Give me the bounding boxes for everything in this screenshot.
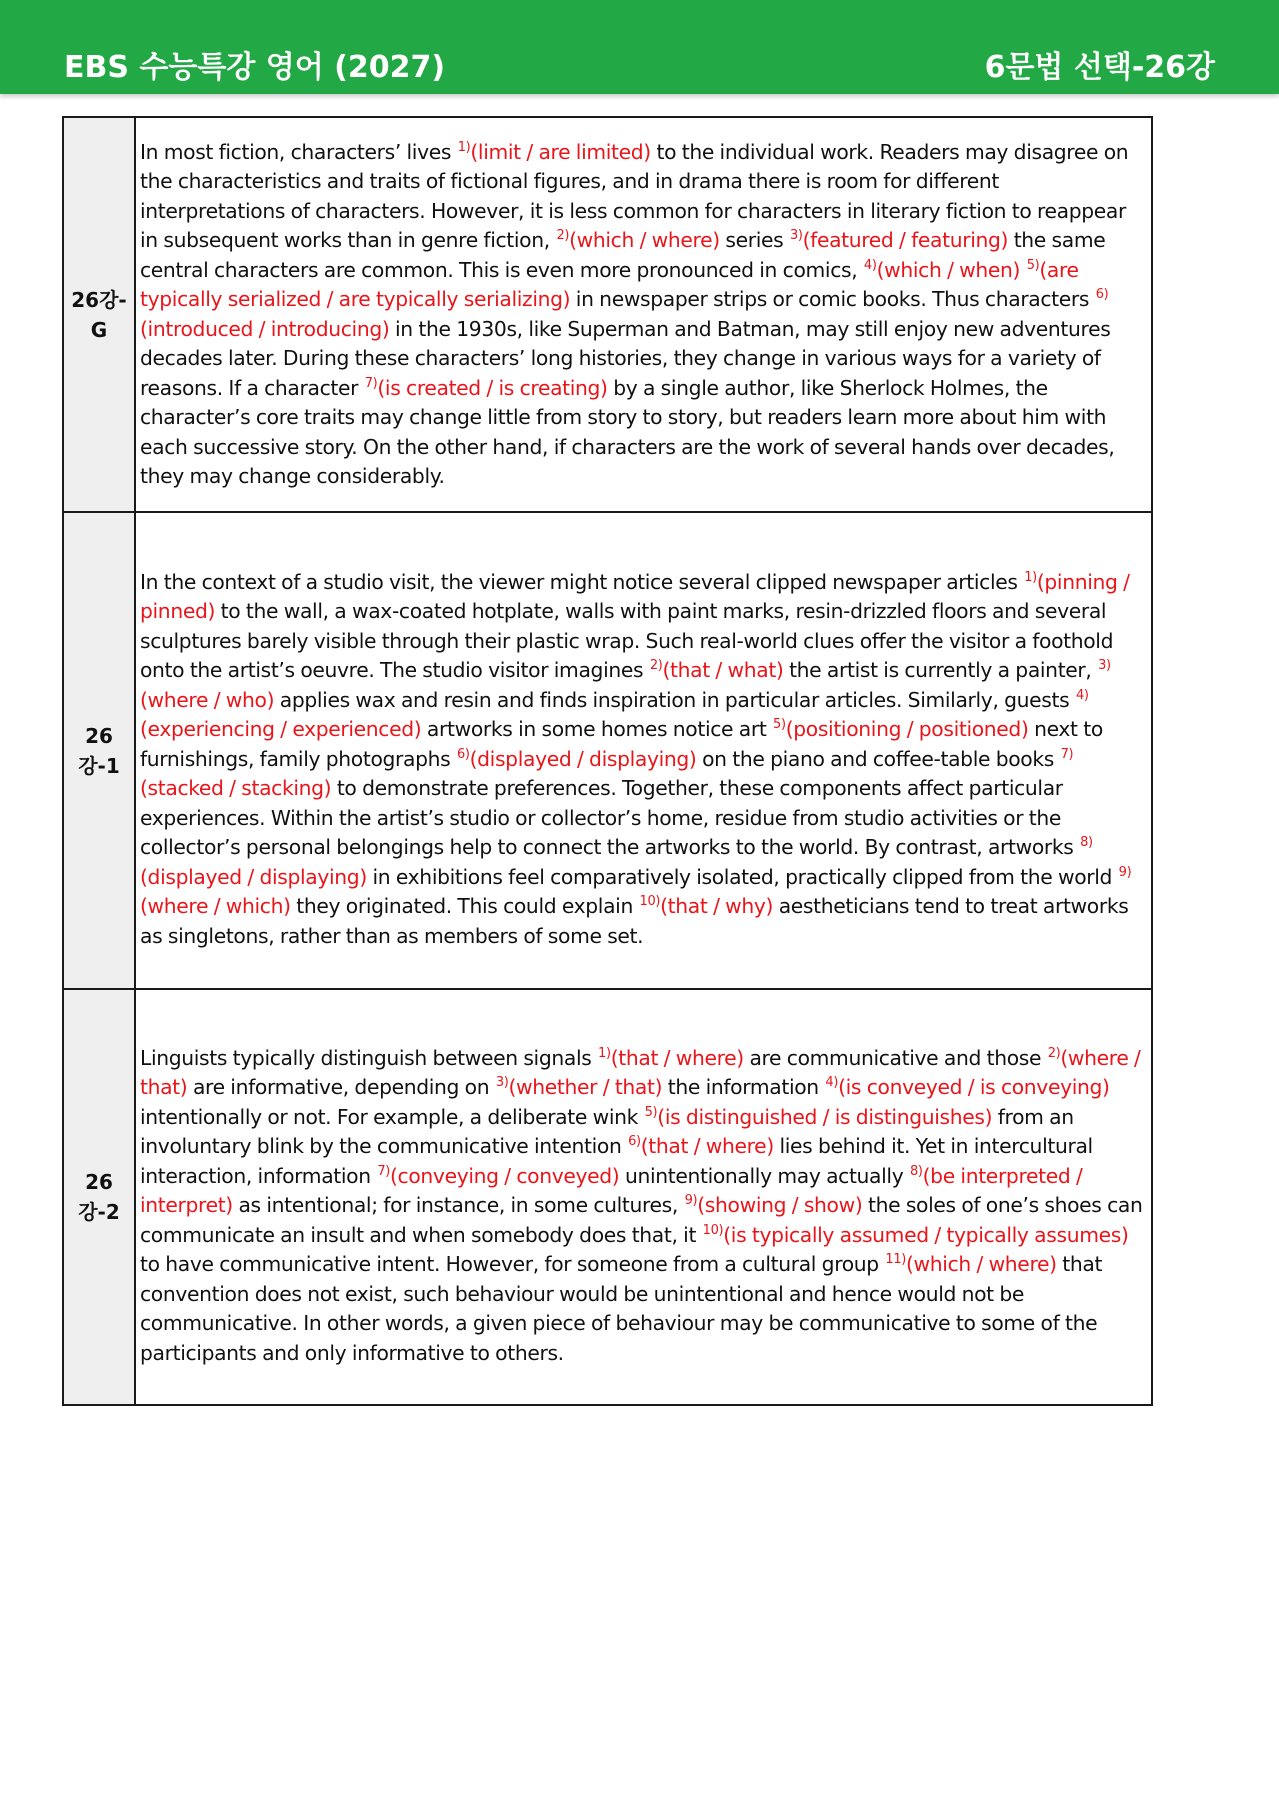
page-header bbox=[0, 0, 1279, 94]
passage-text-run: artworks in some homes notice art bbox=[421, 717, 773, 742]
passage-text-run: the soles of one’s shoes can communicate an insult and when somebody does that, it bbox=[140, 1193, 1143, 1247]
answer-choice: (displayed / displaying) bbox=[469, 746, 697, 771]
blank-number: 7) bbox=[1060, 746, 1074, 762]
passage-text-run: the information bbox=[662, 1075, 825, 1100]
passage-text-run: next to furnishings, family photographs bbox=[140, 717, 1103, 771]
passage-text bbox=[135, 117, 1152, 512]
passage-text-run: to the individual work. Readers may disagree on the characteristics and traits of fictional figures, and in drama there is room for different interpretations of characters. However, it is less common for characters in literary fiction to reappear in subsequent works than in genre fiction, bbox=[140, 139, 1129, 252]
blank-number: 6) bbox=[1095, 287, 1109, 302]
passage-text-run: intentionally or not. For example, a deliberate wink bbox=[140, 1104, 644, 1129]
passage-text-run: they originated. This could explain bbox=[290, 894, 639, 919]
answer-choice: (conveying / conveyed) bbox=[390, 1163, 620, 1188]
blank-number: 7) bbox=[364, 375, 378, 391]
passage-text-run: unintentionally may actually bbox=[619, 1163, 909, 1188]
answer-choice: (positioning / positioned) bbox=[785, 717, 1029, 742]
answer-choice: (displayed / displaying) bbox=[140, 864, 367, 889]
passage-text-run: to demonstrate preferences. Together, these components affect particular experiences. Within the artist’s studio or collector’s home, residue from studio activities or the collector’s personal belongings help to connect the artworks to the world. By contrast, artworks bbox=[140, 776, 1080, 860]
passage-text-run: the same central characters are common. This is even more pronounced in comics, bbox=[140, 228, 1106, 282]
blank-number: 4) bbox=[863, 257, 877, 273]
answer-choice: (where / who) bbox=[140, 687, 275, 712]
blank-number: 9) bbox=[684, 1193, 698, 1209]
passage-text-run: in newspaper strips or comic books. Thus characters bbox=[570, 287, 1095, 311]
passage-text-run: lies behind it. Yet in intercultural interaction, information bbox=[140, 1134, 1093, 1188]
passage-label: 26강-2 bbox=[63, 989, 135, 1405]
passage-text-run: In most fiction, characters’ lives bbox=[140, 139, 457, 164]
blank-number: 3) bbox=[789, 228, 803, 243]
passage-text-run: on the piano and coffee-table books bbox=[696, 746, 1060, 771]
answer-choice: (is conveyed / is conveying) bbox=[838, 1075, 1110, 1100]
blank-number: 10) bbox=[702, 1222, 724, 1238]
passage-label: 26강-G bbox=[63, 117, 135, 512]
blank-number: 7) bbox=[377, 1163, 390, 1179]
answer-choice: (which / where) bbox=[569, 228, 720, 252]
blank-number: 9) bbox=[1118, 864, 1132, 880]
blank-number: 2) bbox=[556, 228, 570, 243]
answer-choice: (experiencing / experienced) bbox=[140, 717, 422, 742]
answer-choice: (pinning / pinned) bbox=[140, 569, 1130, 624]
blank-number: 2) bbox=[1047, 1045, 1061, 1061]
blank-number: 4) bbox=[825, 1075, 839, 1091]
passage-text-run: in the 1930s, like Superman and Batman, may still enjoy new adventures decades later. During these characters’ long histories, they change in various ways for a variety of reasons. If a character bbox=[140, 316, 1111, 400]
answer-choice: (limit / are limited) bbox=[470, 139, 651, 164]
blank-number: 8) bbox=[909, 1163, 923, 1179]
blank-number: 6) bbox=[628, 1134, 641, 1150]
passage-text-run: that convention does not exist, such behaviour would be unintentional and hence would not be communicative. In other words, a given piece of behaviour may be communicative to some of the participants and only informative to others. bbox=[140, 1252, 1103, 1365]
passage-text-run: to have communicative intent. However, for someone from a cultural group bbox=[140, 1252, 885, 1277]
passage-text-run: series bbox=[719, 228, 789, 252]
blank-number: 11) bbox=[885, 1252, 906, 1268]
passage-text-run: In the context of a studio visit, the viewer might notice several clipped newspaper articles bbox=[140, 569, 1024, 594]
answer-choice: (showing / show) bbox=[697, 1193, 863, 1218]
blank-number: 5) bbox=[1026, 257, 1040, 273]
passage-text-run: as intentional; for instance, in some cultures, bbox=[232, 1193, 684, 1218]
answer-choice: (featured / featuring) bbox=[802, 228, 1009, 252]
blank-number: 8) bbox=[1080, 835, 1093, 851]
answer-choice: (are typically serialized / are typically serializing) bbox=[140, 257, 1079, 311]
passage-text-run: aestheticians tend to treat artworks as singletons, rather than as members of some set. bbox=[140, 894, 1129, 948]
passage-text-run: are informative, depending on bbox=[187, 1075, 495, 1100]
answer-choice: (is created / is creating) bbox=[377, 375, 608, 400]
passage-text-run: by a single author, like Sherlock Holmes, the character’s core traits may change little from story to story, but readers learn more about him with each successive story. On the other hand, if characters are the work of several hands over decades, they may change considerably. bbox=[140, 375, 1115, 488]
passage-text-run: Linguists typically distinguish between signals bbox=[140, 1045, 598, 1070]
blank-number: 3) bbox=[495, 1075, 509, 1091]
answer-choice: (whether / that) bbox=[508, 1075, 663, 1100]
passage-table bbox=[62, 116, 1153, 1406]
answer-choice: (be interpreted / interpret) bbox=[140, 1163, 1083, 1218]
answer-choice: (introduced / introducing) bbox=[140, 316, 390, 341]
blank-number: 3) bbox=[1098, 658, 1111, 674]
passage-text-run: in exhibitions feel comparatively isolated, practically clipped from the world bbox=[366, 864, 1118, 889]
passage-label: 26강-1 bbox=[63, 512, 135, 989]
answer-choice: (is typically assumed / typically assumes) bbox=[723, 1222, 1129, 1247]
passage-text-run: from an involuntary blink by the communicative intention bbox=[140, 1104, 1074, 1159]
blank-number: 5) bbox=[773, 717, 786, 733]
header-title: EBS 수능특강 영어 (2027) bbox=[64, 50, 446, 85]
answer-choice: (that / where) bbox=[640, 1134, 774, 1159]
passage-text-run: are communicative and those bbox=[743, 1045, 1047, 1070]
passage-row bbox=[63, 117, 1152, 512]
blank-number: 2) bbox=[649, 658, 663, 674]
blank-number: 6) bbox=[456, 746, 470, 762]
answer-choice: (that / what) bbox=[662, 658, 784, 683]
blank-number: 4) bbox=[1075, 687, 1089, 703]
answer-choice: (is distinguished / is distinguishes) bbox=[657, 1104, 993, 1129]
passage-text bbox=[135, 989, 1152, 1405]
header-section: 6문법 선택-26강 bbox=[984, 50, 1215, 85]
answer-choice: (stacked / stacking) bbox=[140, 776, 332, 801]
blank-number: 1) bbox=[1024, 569, 1037, 585]
passage-text-run: to the wall, a wax-coated hotplate, walls with paint marks, resin-drizzled floors and several sculptures barely visible through their plastic wrap. Such real-world clues offer the visitor a foothold onto the artist’s oeuvre. The studio visitor imagines bbox=[140, 599, 1114, 683]
answer-choice: (where / which) bbox=[140, 894, 291, 919]
blank-number: 1) bbox=[598, 1045, 611, 1061]
answer-choice: (which / when) bbox=[876, 257, 1021, 282]
blank-number: 1) bbox=[457, 139, 471, 155]
passage-text-run: applies wax and resin and finds inspiration in particular articles. Similarly, guests bbox=[274, 687, 1075, 712]
answer-choice: (which / where) bbox=[906, 1252, 1057, 1277]
passage-text-run bbox=[1020, 258, 1026, 282]
blank-number: 5) bbox=[644, 1104, 658, 1120]
blank-number: 10) bbox=[639, 894, 661, 910]
passage-row bbox=[63, 989, 1152, 1405]
passage-text bbox=[135, 512, 1152, 989]
passage-row bbox=[63, 512, 1152, 989]
answer-choice: (that / where) bbox=[610, 1045, 744, 1070]
passage-text-run: the artist is currently a painter, bbox=[783, 658, 1098, 683]
answer-choice: (where / that) bbox=[140, 1045, 1141, 1100]
answer-choice: (that / why) bbox=[660, 894, 774, 919]
